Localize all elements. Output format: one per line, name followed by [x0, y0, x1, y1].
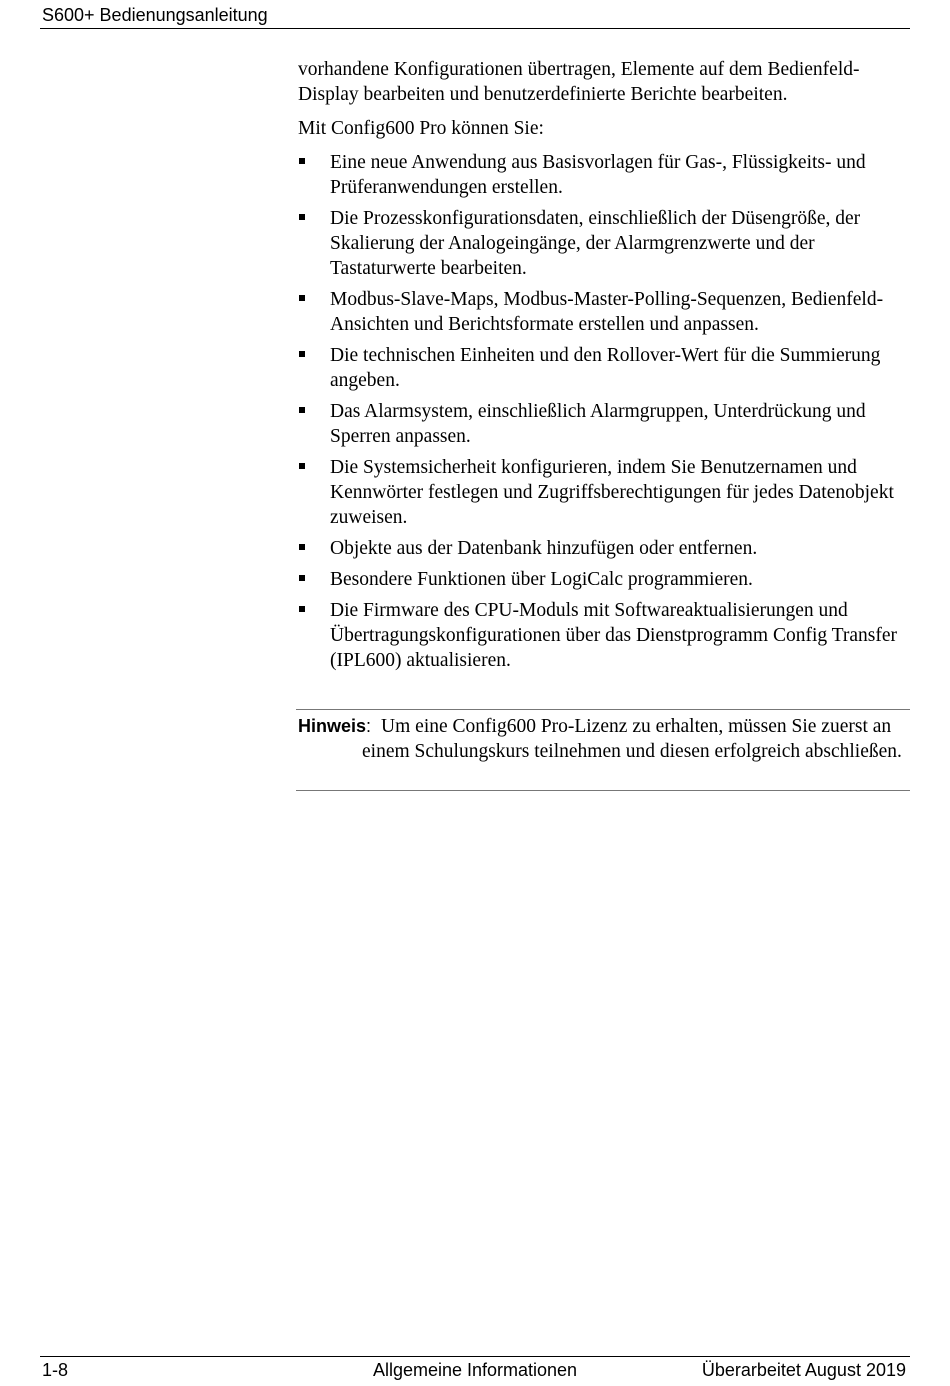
- feature-list: [298, 150, 910, 673]
- bullet-square-icon: [299, 407, 305, 413]
- list-item-text: Die Firmware des CPU-Moduls mit Softwareaktualisierungen und Übertragungskonfigurationen über das Dienstprogramm Config Transfer (IPL600) aktualisieren.: [330, 600, 898, 671]
- bullet-square-icon: [299, 351, 305, 357]
- bullet-square-icon: [299, 463, 305, 469]
- list-item-text: Die Prozesskonfigurationsdaten, einschließlich der Düsengröße, der Skalierung der Analogeingänge, der Alarmgrenzwerte und der Tastaturwerte bearbeiten.: [330, 208, 861, 279]
- list-item-text: Das Alarmsystem, einschließlich Alarmgruppen, Unterdrückung und Sperren anpassen.: [330, 401, 866, 447]
- bullet-square-icon: [299, 575, 305, 581]
- note-content: [296, 714, 910, 764]
- lead-paragraph: Mit Config600 Pro können Sie:: [298, 118, 544, 139]
- intro-paragraph: vorhandene Konfigurationen übertragen, Elemente auf dem Bedienfeld-Display bearbeiten und benutzerdefinierte Berichte bearbeiten.: [298, 59, 860, 105]
- bullet-square-icon: [299, 158, 305, 164]
- list-item-text: Die technischen Einheiten und den Rollover-Wert für die Summierung angeben.: [330, 345, 881, 391]
- section-name: Allgemeine Informationen: [372, 1360, 578, 1380]
- list-item-text: Besondere Funktionen über LogiCalc programmieren.: [330, 569, 753, 590]
- list-item-text: Eine neue Anwendung aus Basisvorlagen für Gas-, Flüssigkeits- und Prüferanwendungen erstellen.: [330, 152, 866, 198]
- main-content: [298, 57, 910, 679]
- note-colon: :: [366, 716, 372, 736]
- list-item: [298, 567, 910, 592]
- list-item: [298, 287, 910, 337]
- list-item: [298, 399, 910, 449]
- list-item: [298, 343, 910, 393]
- page-number: 1-8: [42, 1360, 69, 1380]
- bullet-square-icon: [299, 544, 305, 550]
- bullet-square-icon: [299, 214, 305, 220]
- page-footer: [40, 1356, 910, 1385]
- list-item-text: Modbus-Slave-Maps, Modbus-Master-Polling-Sequenzen, Bedienfeld-Ansichten und Berichtsformate erstellen und anpassen.: [330, 289, 884, 335]
- list-item: [298, 598, 910, 673]
- note-label: Hinweis: [298, 716, 367, 736]
- bullet-square-icon: [299, 295, 305, 301]
- note-text: Um eine Config600 Pro-Lizenz zu erhalten, müssen Sie zuerst an einem Schulungskurs teilnehmen und diesen erfolgreich abschließen.: [362, 716, 902, 762]
- page-header: [40, 2, 910, 29]
- list-item: [298, 206, 910, 281]
- list-item-text: Die Systemsicherheit konfigurieren, indem Sie Benutzernamen und Kennwörter festlegen und Zugriffsberechtigungen für jedes Datenobjekt zuweisen.: [330, 457, 894, 528]
- revision-date: Überarbeitet August 2019: [701, 1360, 906, 1380]
- document-title: S600+ Bedienungsanleitung: [42, 5, 268, 25]
- bullet-square-icon: [299, 606, 305, 612]
- list-item-text: Objekte aus der Datenbank hinzufügen oder entfernen.: [330, 538, 758, 559]
- list-item: [298, 536, 910, 561]
- list-item: [298, 150, 910, 200]
- list-item: [298, 455, 910, 530]
- note-box: [296, 709, 910, 791]
